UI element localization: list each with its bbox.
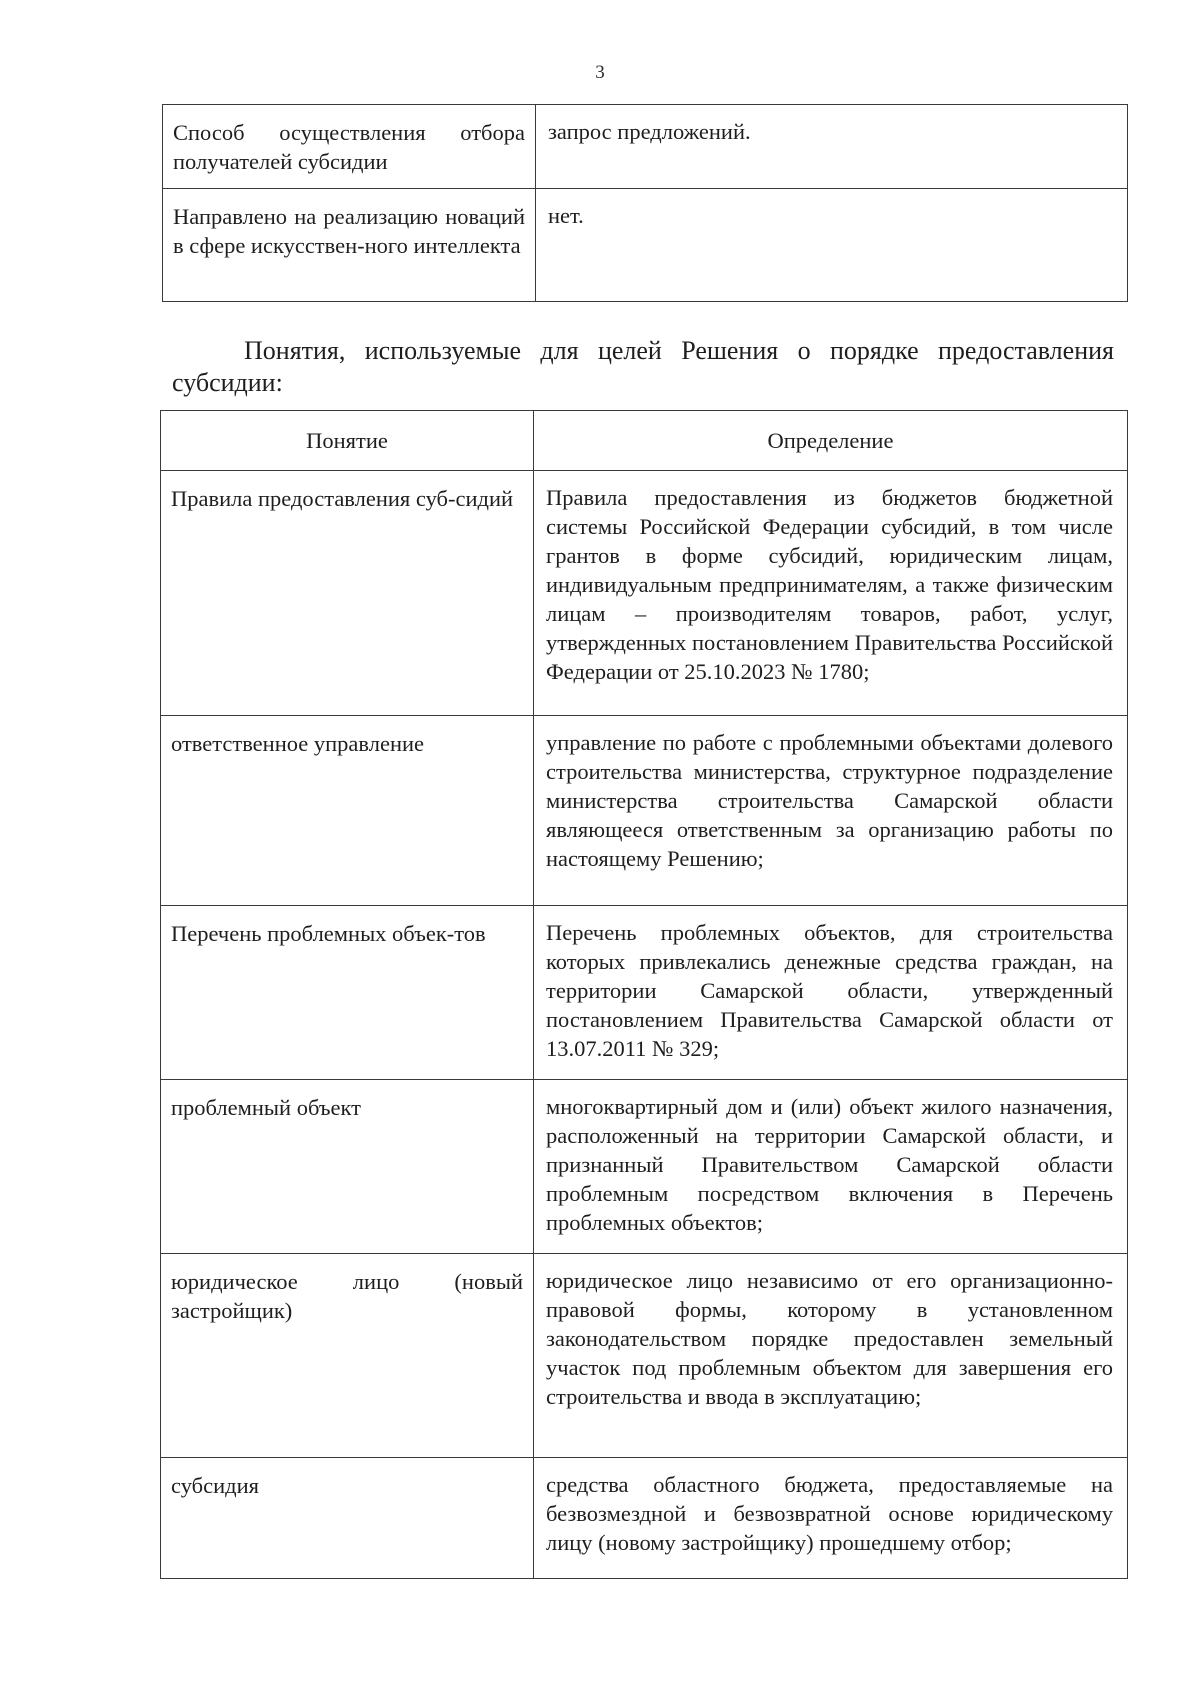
- table-row: [163, 105, 1128, 189]
- table-row: [161, 1254, 1128, 1458]
- term-cell: Правила предоставления суб-сидий: [161, 471, 534, 716]
- column-header-term: Понятие: [161, 411, 534, 471]
- info-value: нет.: [536, 189, 1128, 302]
- info-label: Направлено на реализацию новаций в сфере искусствен-ного интеллекта: [163, 189, 536, 302]
- definition-cell: управление по работе с проблемными объектами долевого строительства министерства, структурное подразделение министерства строительства Самарской области являющееся ответственным за организацию работы по настоящему Решению;: [534, 716, 1128, 906]
- definition-cell: Перечень проблемных объектов, для строительства которых привлекались денежные средства граждан, на территории Самарской области, утвержденный постановлением Правительства Самарской области от 13.07.2011 № 329;: [534, 906, 1128, 1080]
- table-row: [161, 906, 1128, 1080]
- table-row: [161, 471, 1128, 716]
- definition-cell: юридическое лицо независимо от его организационно-правовой формы, которому в установленном законодательством порядке предоставлен земельный участок под проблемным объектом для завершения его строительства и ввода в эксплуатацию;: [534, 1254, 1128, 1458]
- info-table: [162, 104, 1128, 302]
- term-cell: субсидия: [161, 1458, 534, 1579]
- info-value: запрос предложений.: [536, 105, 1128, 189]
- table-row: [163, 189, 1128, 302]
- terms-table: [160, 410, 1128, 1579]
- term-cell: юридическое лицо (новый застройщик): [161, 1254, 534, 1458]
- table-row: [161, 1458, 1128, 1579]
- definition-cell: средства областного бюджета, предоставляемые на безвозмездной и безвозвратной основе юридическому лицу (новому застройщику) прошедшему отбор;: [534, 1458, 1128, 1579]
- column-header-definition: Определение: [534, 411, 1128, 471]
- table-header-row: [161, 411, 1128, 471]
- page-number: 3: [595, 62, 605, 83]
- table-row: [161, 1080, 1128, 1254]
- definition-cell: многоквартирный дом и (или) объект жилого назначения, расположенный на территории Самарской области, и признанный Правительством Самарской области проблемным посредством включения в Перечень проблемных объектов;: [534, 1080, 1128, 1254]
- term-cell: Перечень проблемных объек-тов: [161, 906, 534, 1080]
- table-row: [161, 716, 1128, 906]
- intro-paragraph: Понятия, используемые для целей Решения о порядке предоставления субсидии:: [172, 336, 1114, 397]
- term-cell: ответственное управление: [161, 716, 534, 906]
- definition-cell: Правила предоставления из бюджетов бюджетной системы Российской Федерации субсидий, в том числе грантов в форме субсидий, юридическим лицам, индивидуальным предпринимателям, а также физическим лицам – производителям товаров, работ, услуг, утвержденных постановлением Правительства Российской Федерации от 25.10.2023 № 1780;: [534, 471, 1128, 716]
- info-label: Способ осуществления отбора получателей субсидии: [163, 105, 536, 189]
- term-cell: проблемный объект: [161, 1080, 534, 1254]
